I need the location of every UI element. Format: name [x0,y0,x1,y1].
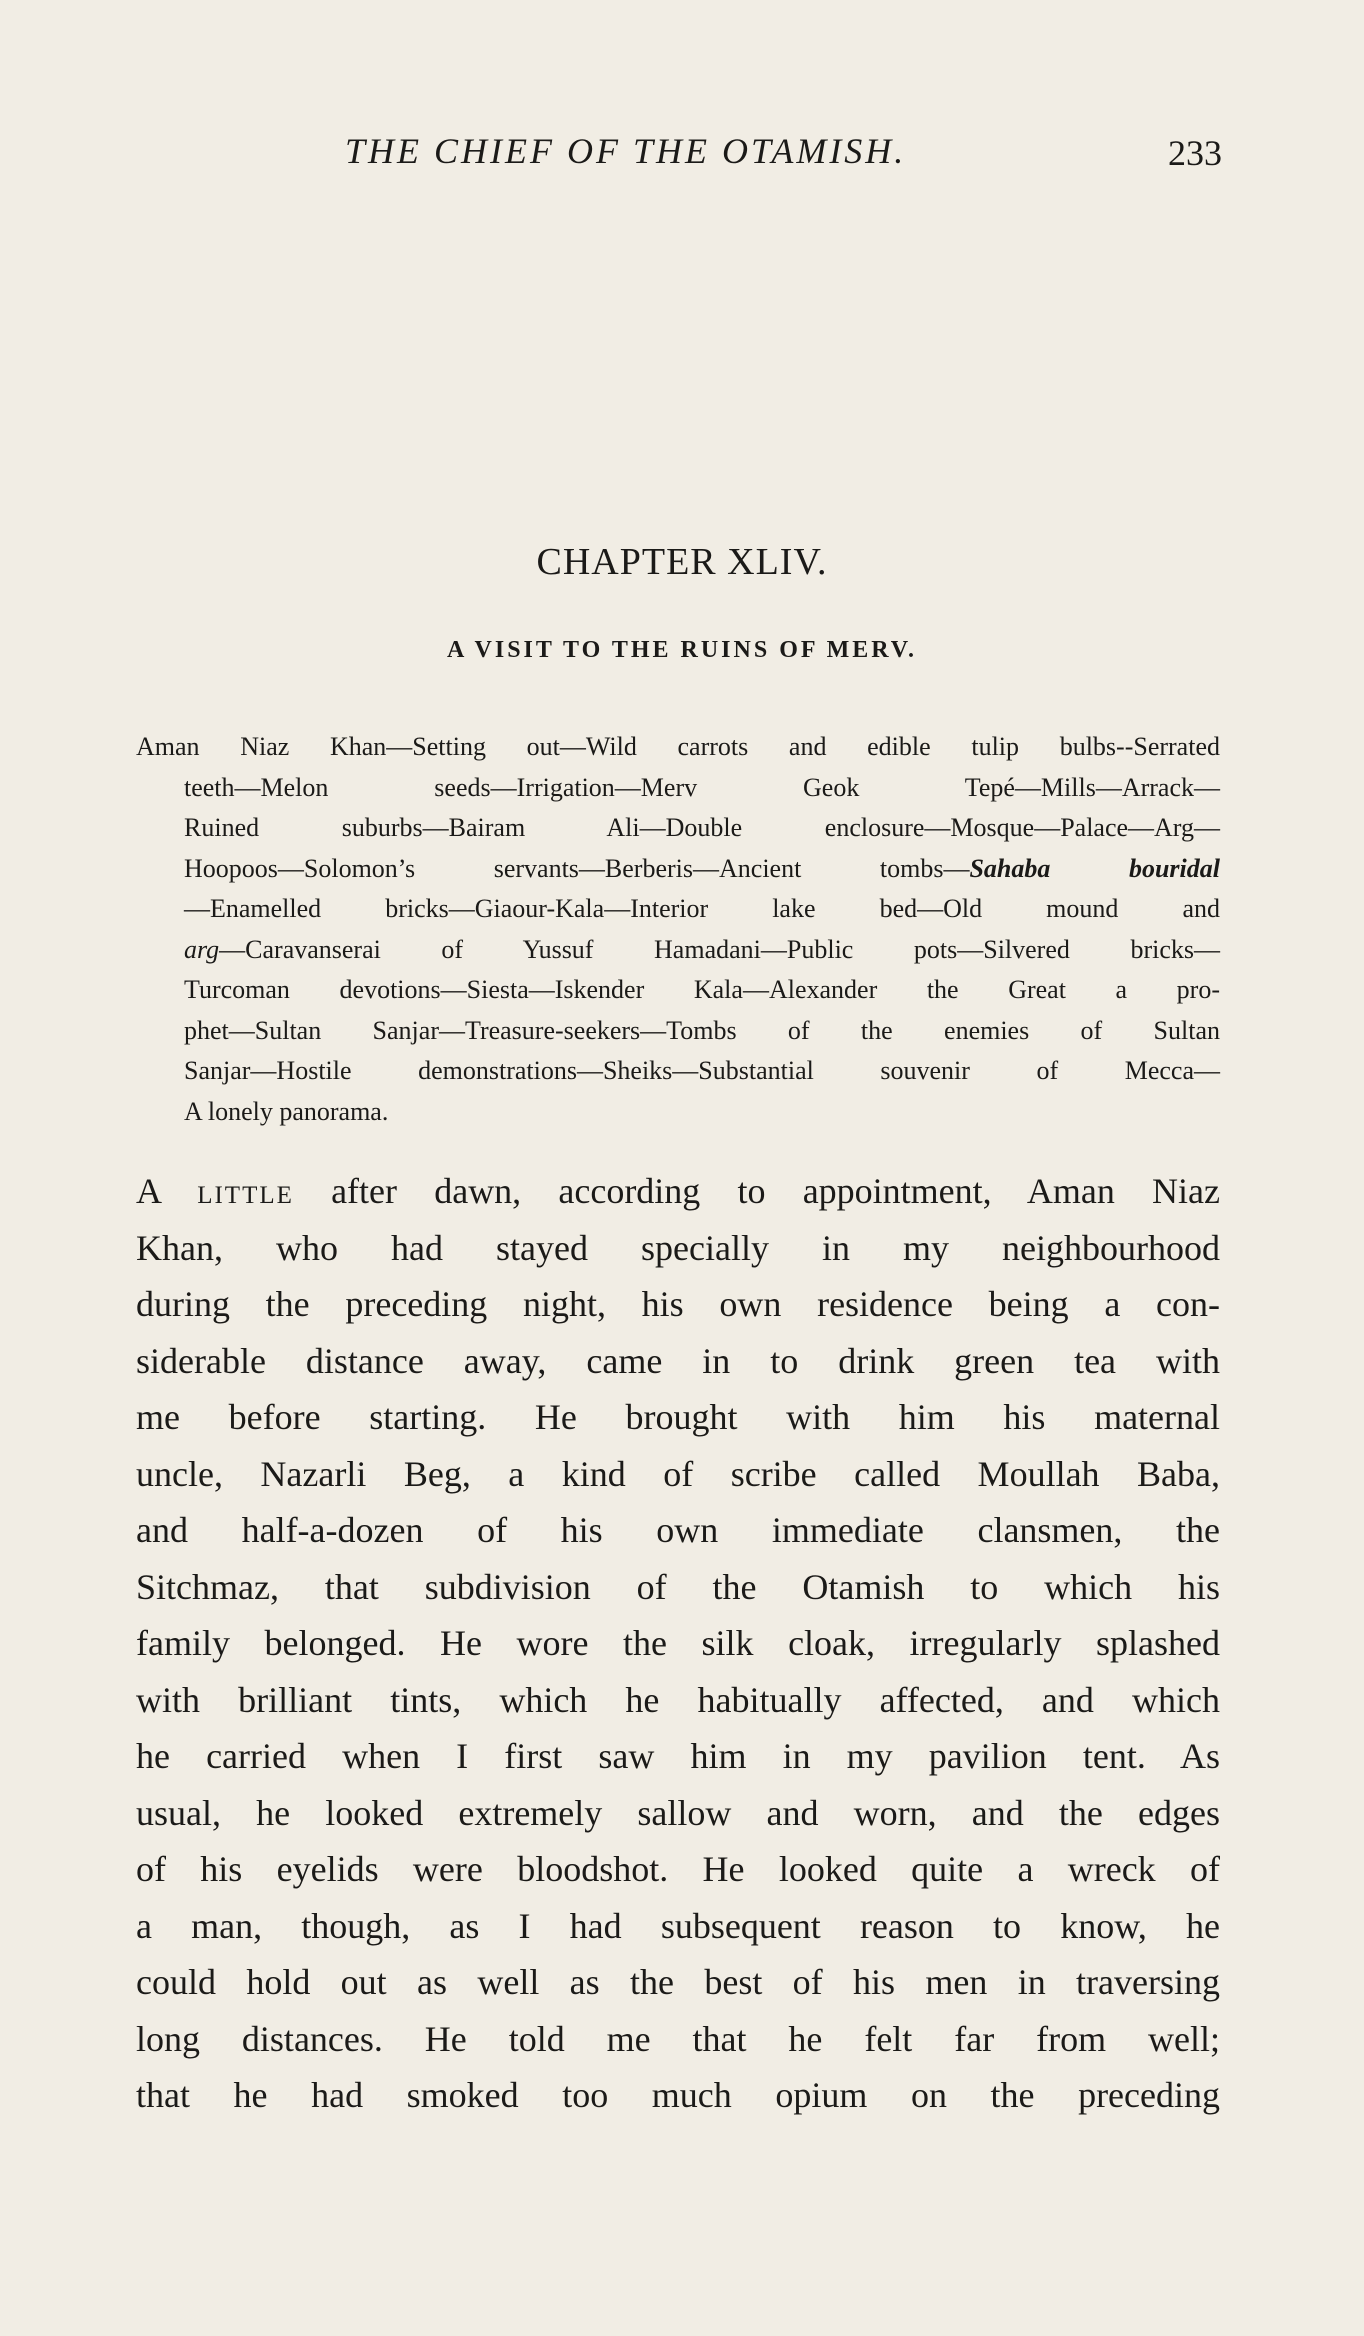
body-line: usual, he looked extremely sallow and worn, and the edges [136,1792,1220,1833]
synopsis-line [136,1051,1220,1092]
synopsis-text: Aman Niaz Khan—Setting out—Wild carrots and edible tulip bulbs--Serrated [136,732,1220,761]
synopsis-text: A lonely panorama. [184,1096,389,1126]
body-line: family belonged. He wore the silk cloak, irregularly splashed [136,1623,1220,1663]
synopsis-italic-text: arg [184,934,220,964]
body-line: long distances. He told me that he felt far from well; [136,2018,1220,2059]
body-line: me before starting. He brought with him his maternal [136,1397,1220,1437]
body-line: during the preceding night, his own residence being a con- [136,1284,1220,1324]
chapter-subtitle: A VISIT TO THE RUINS OF MERV. [446,637,918,663]
synopsis-text: —Enamelled bricks—Giaour-Kala—Interior lake bed—Old mound and [184,894,1220,923]
body-line: and half-a-dozen of his own immediate clansmen, the [136,1510,1220,1550]
synopsis-line [136,808,1220,849]
synopsis-line [136,727,1220,768]
body-line [136,1163,1220,1220]
body-line: could hold out as well as the best of his men in traversing [136,1962,1220,2002]
page-number: 233 [1168,133,1222,173]
chapter-synopsis [136,727,1220,1132]
body-text [136,1163,1220,2124]
synopsis-line [136,768,1220,809]
synopsis-text: teeth—Melon seeds—Irrigation—Merv Geok Tepé—Mills—Arrack— [184,772,1220,802]
body-line: that he had smoked too much opium on the preceding [136,2075,1220,2115]
opening-smallcaps: little [197,1171,294,1211]
body-line: a man, though, as I had subsequent reason to know, he [136,1905,1220,1946]
synopsis-text: Ruined suburbs—Bairam Ali—Double enclosure—Mosque—Palace—Arg— [184,813,1220,842]
body-line: siderable distance away, came in to drink green tea with [136,1340,1220,1381]
body-line: of his eyelids were bloodshot. He looked quite a wreck of [136,1849,1220,1889]
synopsis-italic-text: Sahaba bouridal [969,853,1220,883]
chapter-heading: CHAPTER XLIV. [536,541,828,583]
running-head [0,130,1364,180]
body-line: he carried when I first saw him in my pavilion tent. As [136,1736,1220,1776]
synopsis-text: —Caravanserai of Yussuf Hamadani—Public pots—Silvered bricks— [219,934,1220,964]
synopsis-line [136,1092,1220,1133]
body-line: uncle, Nazarli Beg, a kind of scribe called Moullah Baba, [136,1453,1220,1494]
synopsis-text: Turcoman devotions—Siesta—Iskender Kala—Alexander the Great a pro- [184,975,1220,1004]
synopsis-line [136,930,1220,971]
synopsis-line [136,889,1220,930]
body-line: Sitchmaz, that subdivision of the Otamish to which his [136,1566,1220,1607]
opening-word: A [136,1171,198,1211]
synopsis-text: Sanjar—Hostile demonstrations—Sheiks—Substantial souvenir of Mecca— [184,1056,1220,1085]
synopsis-text: Hoopoos—Solomon’s servants—Berberis—Ancient tombs— [184,853,970,883]
synopsis-text: phet—Sultan Sanjar—Treasure-seekers—Tombs of the enemies of Sultan [184,1015,1220,1045]
synopsis-line [136,849,1220,890]
body-line: Khan, who had stayed specially in my neighbourhood [136,1227,1220,1268]
synopsis-line [136,970,1220,1011]
body-line: with brilliant tints, which he habitually affected, and which [136,1679,1220,1720]
opening-line-rest: after dawn, according to appointment, Aman Niaz [293,1171,1220,1211]
running-title: THE CHIEF OF THE OTAMISH. [345,131,907,171]
synopsis-line [136,1011,1220,1052]
